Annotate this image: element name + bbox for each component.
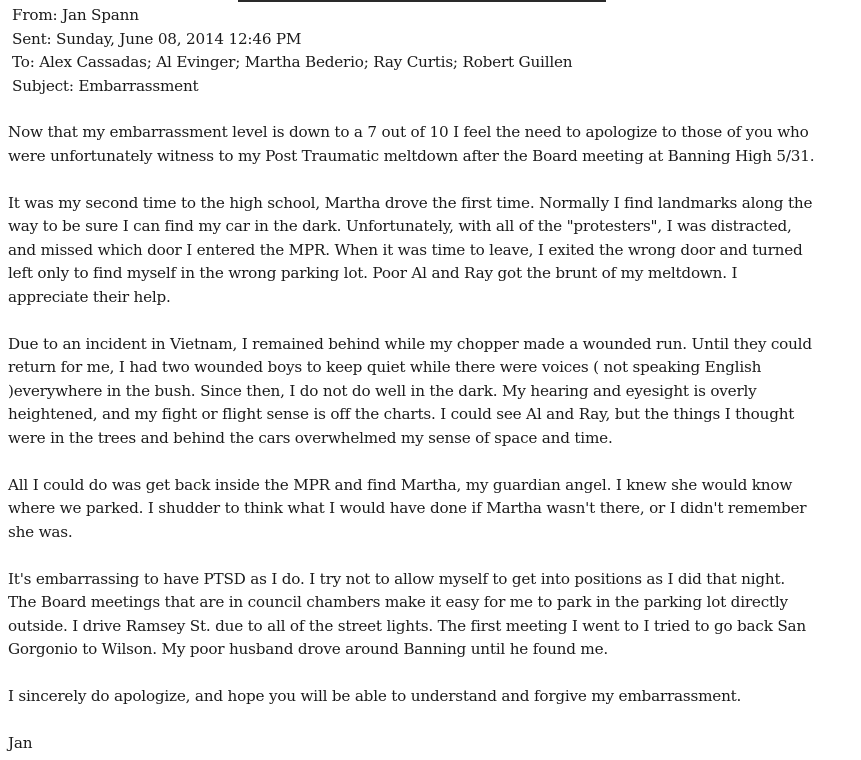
paragraph-parking-lot xyxy=(8,192,848,310)
body-line: Now that my embarrassment level is down to a 7 out of 10 I feel the need to apologize to those of you who xyxy=(8,123,809,141)
body-line: left only to find myself in the wrong parking lot. Poor Al and Ray got the brunt of my meltdown. I xyxy=(8,264,738,282)
email-body xyxy=(8,121,848,756)
body-line: Gorgonio to Wilson. My poor husband drove around Banning until he found me. xyxy=(8,640,608,658)
to-line: To: Alex Cassadas; Al Evinger; Martha Bederio; Ray Curtis; Robert Guillen xyxy=(12,53,573,71)
body-line: All I could do was get back inside the MPR and find Martha, my guardian angel. I knew she would know xyxy=(8,475,793,494)
subject-line: Subject: Embarrassment xyxy=(12,76,199,95)
body-line: where we parked. I shudder to think what I would have done if Martha wasn't there, or I didn't remember xyxy=(8,499,807,517)
body-line: outside. I drive Ramsey St. due to all of the street lights. The first meeting I went to I tried to go back San xyxy=(8,616,806,635)
body-line: way to be sure I can find my car in the dark. Unfortunately, with all of the "protesters", I was distracted, xyxy=(8,217,792,235)
body-line: Due to an incident in Vietnam, I remained behind while my chopper made a wounded run. Until they could xyxy=(8,334,812,353)
paragraph-apology-intro xyxy=(8,121,848,168)
signature-name: Jan xyxy=(8,734,33,752)
body-line: It's embarrassing to have PTSD as I do. I try not to allow myself to get into positions as I did that night. xyxy=(8,569,786,588)
body-line: were in the trees and behind the cars overwhelmed my sense of space and time. xyxy=(8,428,613,447)
body-line: The Board meetings that are in council chambers make it easy for me to park in the parking lot directly xyxy=(8,593,788,611)
body-line: and missed which door I entered the MPR. When it was time to leave, I exited the wrong door and turned xyxy=(8,240,803,259)
body-line: )everywhere in the bush. Since then, I do not do well in the dark. My hearing and eyesight is overly xyxy=(8,381,757,400)
sent-line: Sent: Sunday, June 08, 2014 12:46 PM xyxy=(12,29,302,48)
from-line: From: Jan Spann xyxy=(12,6,139,24)
body-line: return for me, I had two wounded boys to keep quiet while there were voices ( not speaking English xyxy=(8,358,762,376)
paragraph-martha xyxy=(8,474,848,545)
body-line: she was. xyxy=(8,522,73,541)
body-line: heightened, and my fight or flight sense is off the charts. I could see Al and Ray, but the things I thought xyxy=(8,405,795,423)
email-header xyxy=(12,4,572,98)
body-line: I sincerely do apologize, and hope you will be able to understand and forgive my embarrassment. xyxy=(8,687,742,705)
body-line: It was my second time to the high school, Martha drove the first time. Normally I find landmarks along the xyxy=(8,193,813,212)
paragraph-closing xyxy=(8,685,848,709)
body-line: were unfortunately witness to my Post Traumatic meltdown after the Board meeting at Banning High 5/31. xyxy=(8,146,815,165)
paragraph-vietnam xyxy=(8,333,848,451)
paragraph-ptsd xyxy=(8,568,848,662)
top-divider-line xyxy=(238,0,606,2)
signature xyxy=(8,732,848,756)
body-line: appreciate their help. xyxy=(8,287,171,306)
